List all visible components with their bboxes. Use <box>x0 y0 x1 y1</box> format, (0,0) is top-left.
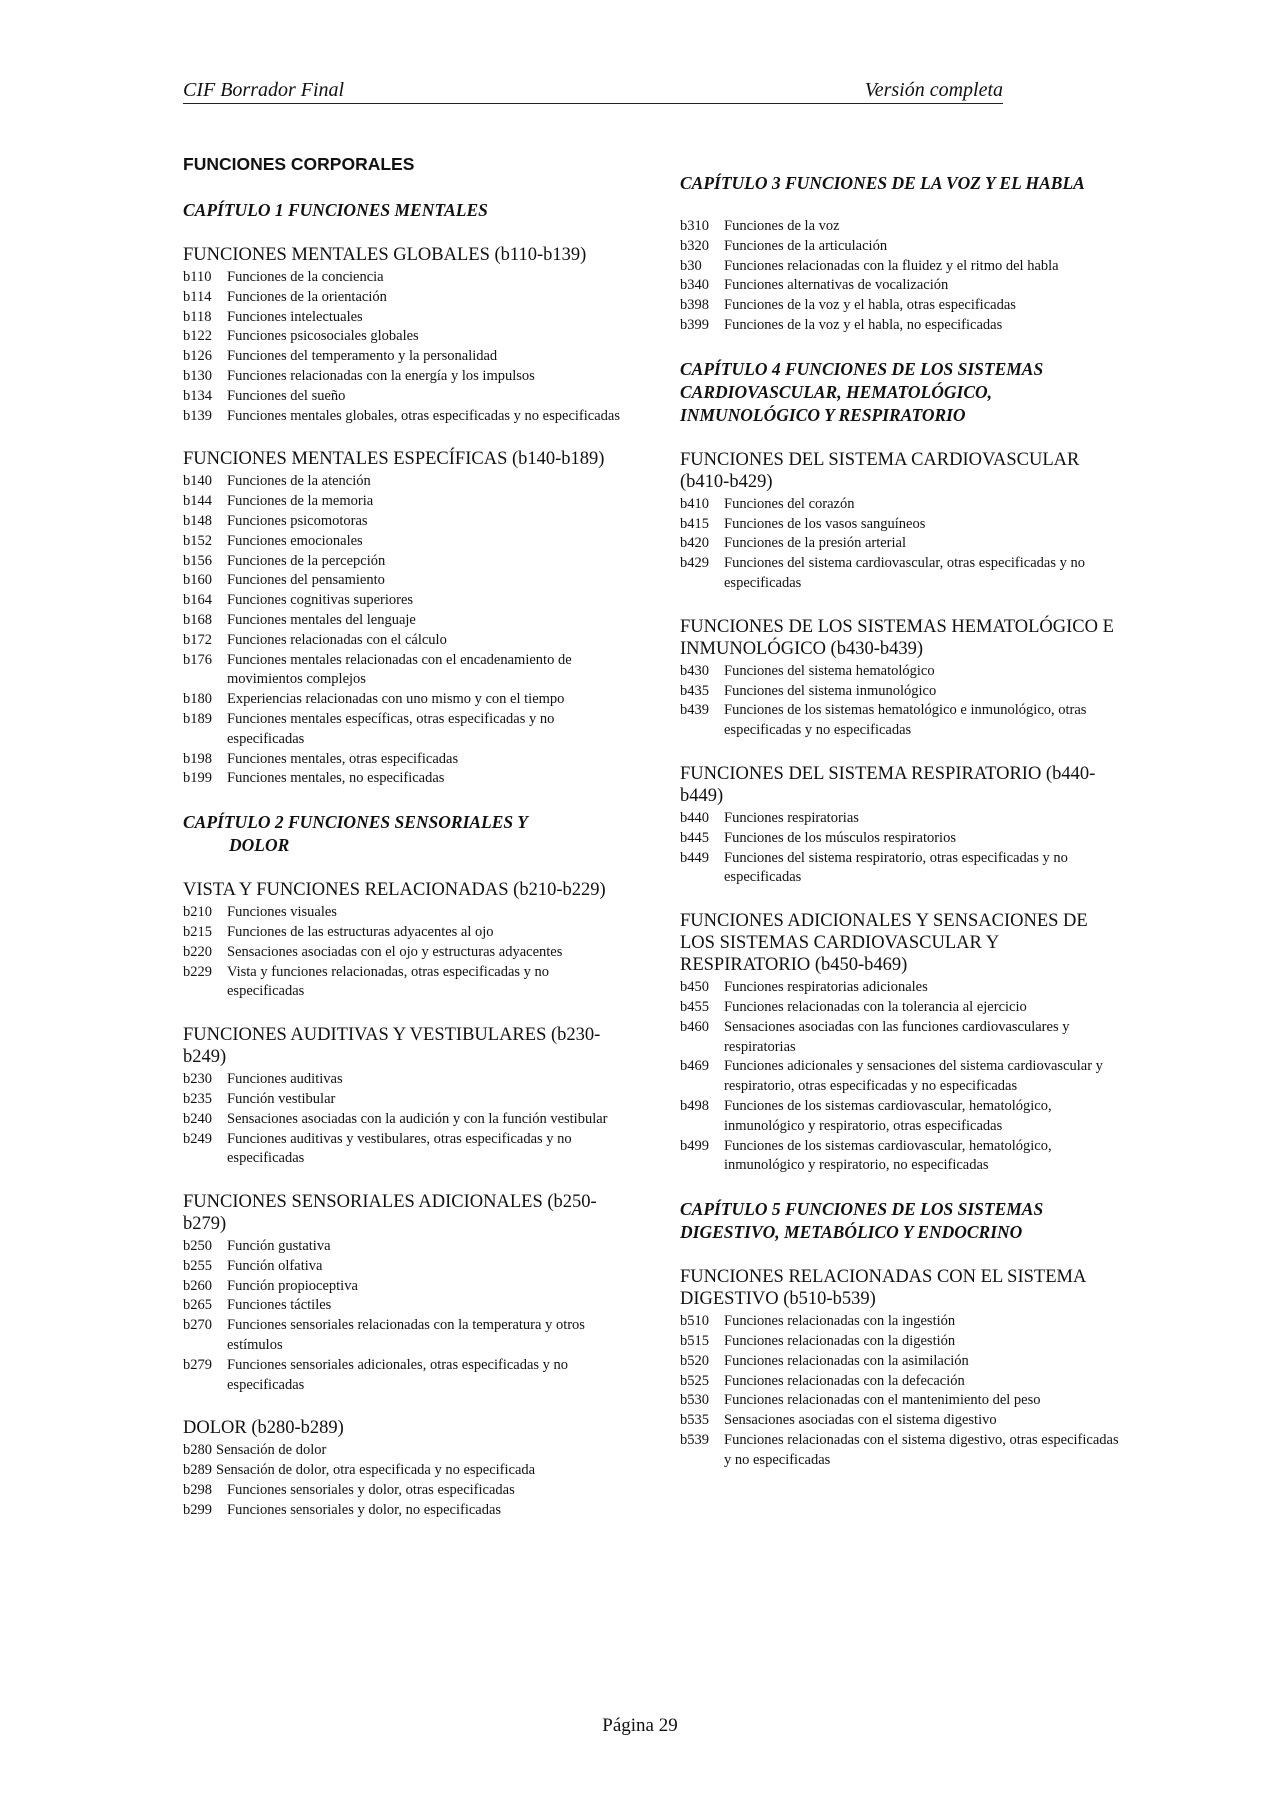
function-entry <box>680 237 1120 257</box>
function-code: b122 <box>183 328 212 345</box>
function-code: b530 <box>680 1392 709 1409</box>
function-entry <box>680 701 1120 741</box>
function-code: b498 <box>680 1097 709 1114</box>
group-title: FUNCIONES MENTALES GLOBALES (b110-b139) <box>183 245 587 265</box>
function-code: b420 <box>680 535 709 552</box>
function-entry <box>183 1130 623 1170</box>
function-code: b460 <box>680 1018 709 1035</box>
function-code: b440 <box>680 809 709 826</box>
chapter-heading <box>183 199 623 222</box>
function-description: Funciones respiratorias <box>724 809 859 826</box>
left-column-content <box>183 199 623 1521</box>
function-entry <box>680 829 1120 849</box>
function-description: Funciones de la voz <box>724 218 840 234</box>
function-code: b172 <box>183 631 212 648</box>
function-group <box>680 449 1120 594</box>
function-code: b110 <box>183 269 212 285</box>
function-description: Función propioceptiva <box>227 1277 358 1294</box>
function-code: b164 <box>183 592 212 609</box>
group-title: FUNCIONES DE LOS SISTEMAS HEMATOLÓGICO E INMUNOLÓGICO (b430-b439) <box>680 616 1114 659</box>
function-description: Funciones de la articulación <box>724 237 888 254</box>
function-entry <box>183 268 623 288</box>
function-code: b439 <box>680 702 709 719</box>
chapter-label: CAPÍTULO 3 FUNCIONES DE LA VOZ Y EL HABLA <box>680 173 1085 193</box>
function-entry <box>183 1070 623 1090</box>
function-code: b435 <box>680 682 709 699</box>
function-code: b415 <box>680 515 709 532</box>
function-entry <box>183 288 623 308</box>
function-entry <box>680 1018 1120 1058</box>
function-code: b430 <box>680 662 709 679</box>
function-description: Funciones relacionadas con la digestión <box>724 1332 956 1349</box>
page-number: Página 29 <box>602 1715 678 1736</box>
function-code: b210 <box>183 904 212 921</box>
chapter-label: CAPÍTULO 4 FUNCIONES DE LOS SISTEMAS CARDIOVASCULAR, HEMATOLÓGICO, INMUNOLÓGICO Y RESPIRATORIO <box>680 358 1044 425</box>
function-description: Funciones cognitivas superiores <box>227 592 414 609</box>
function-description: Funciones de los sistemas cardiovascular, hematológico, inmunológico y respiratorio, no especificadas <box>724 1137 1052 1174</box>
function-entry <box>680 515 1120 535</box>
chapter-heading <box>680 358 1120 427</box>
function-code: b520 <box>680 1352 709 1369</box>
function-code: b515 <box>680 1332 709 1349</box>
function-description: Funciones de la atención <box>227 473 371 490</box>
function-code: b114 <box>183 288 212 305</box>
function-description: Funciones mentales específicas, otras especificadas y no especificadas <box>227 710 555 747</box>
function-description: Funciones del sistema cardiovascular, otras especificadas y no especificadas <box>724 555 1085 591</box>
function-code: b118 <box>183 308 212 325</box>
function-description: Sensaciones asociadas con el sistema digestivo <box>724 1412 997 1429</box>
function-description: Funciones de los músculos respiratorios <box>724 829 956 846</box>
function-code: b140 <box>183 473 212 490</box>
function-code: b410 <box>680 495 709 512</box>
function-entry <box>680 316 1120 336</box>
function-description: Sensación de dolor, otra especificada y no especificada <box>216 1462 536 1479</box>
function-entry <box>680 1312 1120 1332</box>
function-code: b298 <box>183 1482 212 1499</box>
function-description: Funciones relacionadas con el sistema digestivo, otras especificadas y no especificadas <box>724 1431 1119 1468</box>
function-code: b130 <box>183 367 212 384</box>
function-description: Funciones de las estructuras adyacentes al ojo <box>227 923 494 940</box>
function-entry <box>183 1090 623 1110</box>
function-code: b176 <box>183 651 212 668</box>
function-group <box>183 879 623 1002</box>
function-entry <box>183 492 623 512</box>
function-description: Funciones relacionadas con el cálculo <box>227 631 447 648</box>
function-description: Funciones relacionadas con la defecación <box>724 1372 965 1389</box>
function-entry <box>680 1137 1120 1177</box>
section-title: FUNCIONES CORPORALES <box>183 154 415 174</box>
left-column <box>183 150 623 1543</box>
function-code: b126 <box>183 348 212 365</box>
function-description: Vista y funciones relacionadas, otras especificadas y no especificadas <box>227 963 550 1000</box>
function-entry <box>183 1356 623 1396</box>
function-entry <box>183 923 623 943</box>
chapter-label-continuation: DOLOR <box>229 835 290 856</box>
function-code: b299 <box>183 1501 212 1518</box>
function-entry <box>183 327 623 347</box>
function-code: b156 <box>183 552 212 569</box>
function-description: Funciones mentales del lenguaje <box>227 611 416 628</box>
function-code: b289 <box>183 1462 212 1479</box>
function-description: Experiencias relacionadas con uno mismo y con el tiempo <box>227 691 565 708</box>
function-code: b240 <box>183 1110 212 1127</box>
function-entry <box>680 1097 1120 1137</box>
function-code: b510 <box>680 1313 709 1330</box>
function-code: b399 <box>680 316 709 333</box>
function-description: Función gustativa <box>227 1238 331 1255</box>
function-entry <box>183 1441 623 1461</box>
function-entry <box>183 1501 623 1521</box>
function-entry <box>680 296 1120 316</box>
function-description: Funciones sensoriales relacionadas con la temperatura y otros estímulos <box>227 1317 585 1354</box>
group-title: FUNCIONES DEL SISTEMA CARDIOVASCULAR (b410-b429) <box>680 449 1080 492</box>
function-entry <box>680 217 1120 237</box>
function-code: b499 <box>680 1137 709 1154</box>
right-column <box>680 172 1120 1492</box>
function-description: Funciones de los sistemas hematológico e inmunológico, otras especificadas y no especificadas <box>724 702 1087 739</box>
function-code: b539 <box>680 1431 709 1448</box>
function-entry <box>183 591 623 611</box>
chapter-label: CAPÍTULO 1 FUNCIONES MENTALES <box>183 200 488 220</box>
function-description: Funciones mentales relacionadas con el encadenamiento de movimientos complejos <box>227 651 572 688</box>
function-entry <box>183 963 623 1003</box>
function-description: Funciones adicionales y sensaciones del sistema cardiovascular y respiratorio, otras especificadas y no especificadas <box>724 1058 1103 1095</box>
right-column-content <box>680 172 1120 1470</box>
function-description: Funciones del sistema respiratorio, otras especificadas y no especificadas <box>724 849 1068 886</box>
function-code: b250 <box>183 1238 212 1255</box>
function-code: b398 <box>680 297 709 314</box>
group-title: FUNCIONES DEL SISTEMA RESPIRATORIO (b440-b449) <box>680 763 1096 806</box>
function-description: Funciones mentales globales, otras especificadas y no especificadas <box>227 407 620 424</box>
function-entry <box>183 943 623 963</box>
function-code: b249 <box>183 1130 212 1147</box>
function-group <box>680 1266 1120 1470</box>
function-description: Funciones de la percepción <box>227 552 386 569</box>
function-group <box>183 448 623 789</box>
function-entry <box>183 512 623 532</box>
function-description: Funciones del corazón <box>724 495 855 512</box>
function-entry <box>680 554 1120 594</box>
function-description: Funciones psicomotoras <box>227 512 368 529</box>
function-description: Funciones psicosociales globales <box>227 328 419 345</box>
function-code: b144 <box>183 493 212 510</box>
function-code: b199 <box>183 770 212 787</box>
function-entry <box>680 495 1120 515</box>
function-group <box>680 763 1120 888</box>
function-code: b160 <box>183 572 212 589</box>
function-code: b220 <box>183 943 212 960</box>
function-description: Funciones auditivas <box>227 1071 343 1088</box>
function-group <box>183 1024 623 1169</box>
function-entry <box>183 1316 623 1356</box>
function-entry <box>183 367 623 387</box>
function-entry <box>183 347 623 367</box>
function-code: b180 <box>183 691 212 708</box>
group-title: FUNCIONES AUDITIVAS Y VESTIBULARES (b230-b249) <box>183 1025 601 1068</box>
function-description: Funciones relacionadas con la asimilación <box>724 1352 969 1369</box>
page-header <box>183 75 1003 104</box>
function-entry <box>680 257 1120 277</box>
function-entry <box>183 1461 623 1481</box>
header-title: CIF Borrador Final <box>183 79 345 101</box>
function-description: Funciones de la memoria <box>227 493 374 510</box>
function-code: b320 <box>680 237 709 254</box>
function-description: Funciones táctiles <box>227 1297 332 1314</box>
function-group <box>680 910 1120 1176</box>
function-description: Funciones del sueño <box>227 387 346 404</box>
function-code: b469 <box>680 1058 709 1075</box>
function-code: b535 <box>680 1412 709 1429</box>
function-description: Sensaciones asociadas con el ojo y estructuras adyacentes <box>227 943 563 960</box>
function-entry <box>183 1110 623 1130</box>
function-description: Funciones mentales, otras especificadas <box>227 750 459 767</box>
function-group <box>183 1191 623 1395</box>
function-code: b340 <box>680 277 709 294</box>
function-entry <box>680 1057 1120 1097</box>
chapter-heading <box>183 811 623 857</box>
function-code: b198 <box>183 750 212 767</box>
function-entry <box>183 750 623 770</box>
function-code: b229 <box>183 963 212 980</box>
function-entry <box>183 769 623 789</box>
function-entry <box>183 651 623 691</box>
function-entry <box>183 1277 623 1297</box>
function-code: b270 <box>183 1317 212 1334</box>
function-entry <box>183 472 623 492</box>
function-code: b445 <box>680 829 709 846</box>
function-entry <box>183 690 623 710</box>
function-description: Funciones del pensamiento <box>227 572 385 589</box>
function-code: b455 <box>680 998 709 1015</box>
function-description: Funciones relacionadas con la tolerancia al ejercicio <box>724 998 1027 1015</box>
function-description: Funciones de la voz y el habla, no especificadas <box>724 316 1003 333</box>
function-code: b168 <box>183 611 212 628</box>
function-code: b215 <box>183 923 212 940</box>
function-entry <box>183 1237 623 1257</box>
function-description: Sensación de dolor <box>216 1442 327 1459</box>
function-description: Funciones intelectuales <box>227 308 363 325</box>
function-entry <box>680 534 1120 554</box>
group-title: DOLOR (b280-b289) <box>183 1418 344 1439</box>
function-entry <box>680 276 1120 296</box>
function-entry <box>680 1431 1120 1471</box>
function-entry <box>183 552 623 572</box>
function-entry <box>680 682 1120 702</box>
header-version: Versión completa <box>864 79 1003 101</box>
function-description: Funciones de los vasos sanguíneos <box>724 515 926 532</box>
function-code: b235 <box>183 1090 212 1107</box>
function-description: Funciones del sistema inmunológico <box>724 682 937 699</box>
function-entry <box>183 1257 623 1277</box>
function-entry <box>183 407 623 427</box>
function-description: Funciones del sistema hematológico <box>724 662 935 679</box>
function-description: Funciones sensoriales adicionales, otras especificadas y no especificadas <box>227 1356 569 1393</box>
function-code: b230 <box>183 1071 212 1088</box>
group-title: FUNCIONES MENTALES ESPECÍFICAS (b140-b189) <box>183 449 605 470</box>
function-entry <box>680 998 1120 1018</box>
function-entry <box>183 710 623 750</box>
function-description: Funciones de la presión arterial <box>724 535 906 552</box>
function-code: b255 <box>183 1257 212 1274</box>
function-entry <box>680 1411 1120 1431</box>
function-description: Funciones del temperamento y la personalidad <box>227 348 498 365</box>
function-entry <box>183 1481 623 1501</box>
function-description: Funciones de la conciencia <box>227 269 384 285</box>
function-code: b134 <box>183 387 212 404</box>
function-entry <box>183 532 623 552</box>
function-description: Funciones de la voz y el habla, otras especificadas <box>724 297 1016 314</box>
function-code: b429 <box>680 555 709 572</box>
function-code: b148 <box>183 512 212 529</box>
function-description: Funciones visuales <box>227 904 337 921</box>
function-description: Funciones de los sistemas cardiovascular, hematológico, inmunológico y respiratorio, otras especificadas <box>724 1097 1052 1134</box>
group-title: FUNCIONES ADICIONALES Y SENSACIONES DE LOS SISTEMAS CARDIOVASCULAR Y RESPIRATORIO (b450-b469) <box>680 911 1088 976</box>
function-description: Funciones de la orientación <box>227 288 387 305</box>
function-description: Funciones relacionadas con el mantenimiento del peso <box>724 1392 1041 1409</box>
function-code: b30 <box>680 257 702 274</box>
function-code: b265 <box>183 1297 212 1314</box>
function-entry <box>183 387 623 407</box>
function-entry <box>680 1372 1120 1392</box>
function-group <box>680 616 1120 741</box>
function-code: b280 <box>183 1442 212 1459</box>
function-code: b152 <box>183 532 212 549</box>
group-title: VISTA Y FUNCIONES RELACIONADAS (b210-b229) <box>183 880 606 901</box>
function-entry <box>183 631 623 651</box>
function-description: Sensaciones asociadas con las funciones cardiovasculares y respiratorias <box>724 1018 1070 1055</box>
function-entry <box>183 611 623 631</box>
function-entry <box>680 809 1120 829</box>
chapter-label: CAPÍTULO 5 FUNCIONES DE LOS SISTEMAS DIGESTIVO, METABÓLICO Y ENDOCRINO <box>680 1199 1044 1243</box>
function-description: Funciones auditivas y vestibulares, otras especificadas y no especificadas <box>227 1130 572 1167</box>
function-description: Funciones alternativas de vocalización <box>724 277 949 294</box>
function-description: Sensaciones asociadas con la audición y con la función vestibular <box>227 1110 608 1127</box>
function-description: Funciones sensoriales y dolor, otras especificadas <box>227 1482 515 1499</box>
function-code: b310 <box>680 218 709 234</box>
function-entry <box>680 978 1120 998</box>
function-entry <box>183 1296 623 1316</box>
function-entry <box>680 1391 1120 1411</box>
function-group <box>183 244 623 426</box>
function-description: Funciones relacionadas con la fluidez y el ritmo del habla <box>724 257 1059 274</box>
function-description: Funciones sensoriales y dolor, no especificadas <box>227 1501 502 1518</box>
function-code: b260 <box>183 1277 212 1294</box>
function-group <box>183 1417 623 1520</box>
function-entry <box>680 1352 1120 1372</box>
function-description: Funciones emocionales <box>227 532 363 549</box>
function-description: Función vestibular <box>227 1090 336 1107</box>
function-group <box>680 217 1120 336</box>
chapter-heading <box>680 172 1120 195</box>
function-entry <box>680 662 1120 682</box>
group-title: FUNCIONES RELACIONADAS CON EL SISTEMA DIGESTIVO (b510-b539) <box>680 1267 1086 1310</box>
function-description: Funciones respiratorias adicionales <box>724 979 928 996</box>
function-entry <box>680 849 1120 889</box>
function-code: b449 <box>680 849 709 866</box>
function-code: b139 <box>183 407 212 424</box>
function-description: Funciones mentales, no especificadas <box>227 770 445 787</box>
function-entry <box>680 1332 1120 1352</box>
function-code: b189 <box>183 710 212 727</box>
group-title: FUNCIONES SENSORIALES ADICIONALES (b250-b279) <box>183 1192 597 1235</box>
function-entry <box>183 571 623 591</box>
chapter-label: CAPÍTULO 2 FUNCIONES SENSORIALES Y <box>183 812 528 833</box>
function-code: b525 <box>680 1372 709 1389</box>
function-description: Funciones relacionadas con la ingestión <box>724 1313 956 1330</box>
function-description: Funciones relacionadas con la energía y los impulsos <box>227 367 535 384</box>
function-entry <box>183 903 623 923</box>
function-code: b450 <box>680 979 709 996</box>
function-code: b279 <box>183 1356 212 1373</box>
function-entry <box>183 308 623 328</box>
function-description: Función olfativa <box>227 1257 323 1274</box>
chapter-heading <box>680 1198 1120 1244</box>
